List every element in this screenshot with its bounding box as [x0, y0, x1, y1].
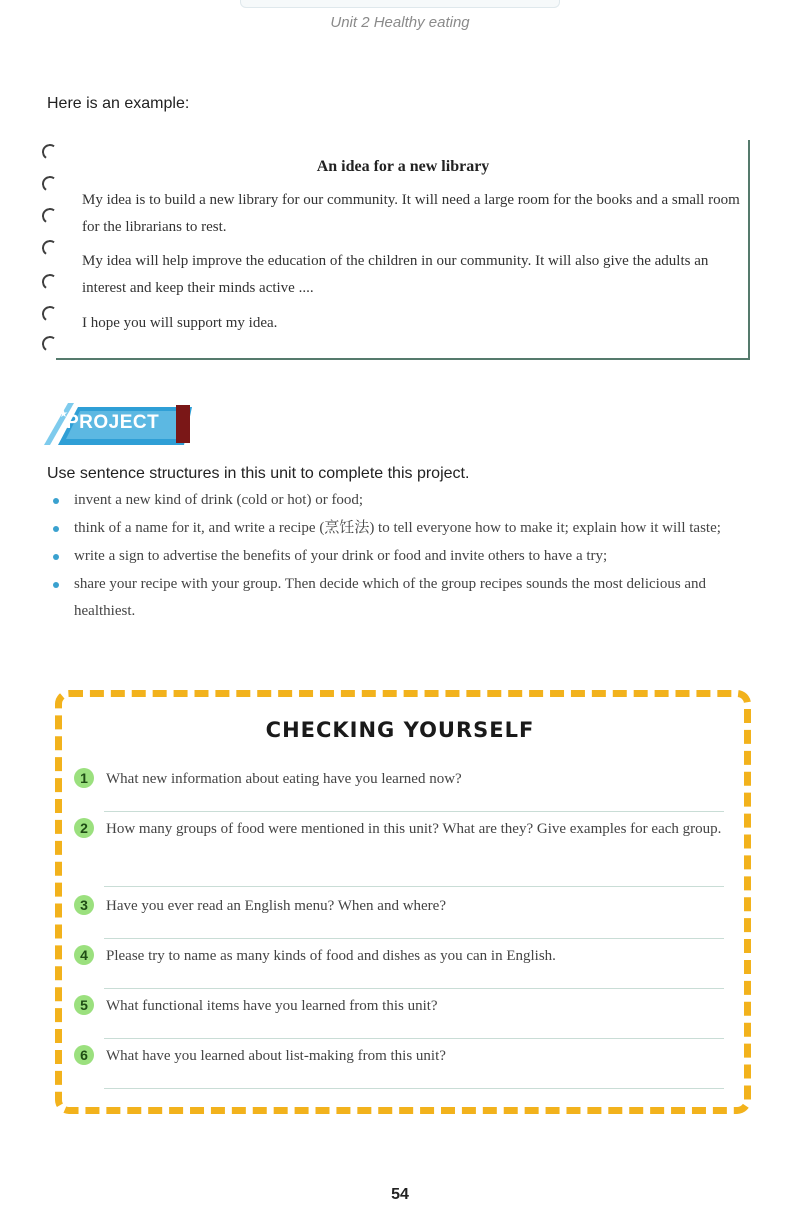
question-text: What have you learned about list-making from this unit? — [106, 1048, 446, 1064]
question-text: How many groups of food were mentioned in this unit? What are they? Give examples for each group. — [106, 821, 722, 837]
example-paragraph: My idea is to build a new library for our community. It will need a large room for the books and a small room for the librarians to rest. — [82, 192, 740, 235]
binder-ring-icon — [41, 239, 60, 258]
example-intro: Here is an example: — [47, 95, 190, 112]
star-icon: ★ — [59, 409, 68, 420]
binder-ring-icon — [41, 335, 60, 354]
project-bullet-list — [47, 487, 757, 625]
question-text: What functional items have you learned from this unit? — [106, 998, 438, 1014]
bullet-text: invent a new kind of drink (cold or hot) or food; — [74, 492, 364, 508]
bullet-icon — [53, 582, 59, 588]
question-number-badge: 6 — [74, 1045, 94, 1065]
example-title: An idea for a new library — [316, 158, 490, 175]
bullet-text: think of a name for it, and write a recipe (烹饪法) to tell everyone how to make it; explain how it will taste; — [74, 520, 721, 536]
question-text: Please try to name as many kinds of food and dishes as you can in English. — [106, 948, 556, 964]
question-number-badge: 5 — [74, 995, 94, 1015]
project-banner — [44, 403, 192, 445]
answer-line[interactable] — [104, 938, 724, 939]
page-number: 54 — [391, 1186, 409, 1203]
answer-line[interactable] — [104, 1088, 724, 1089]
header-tab — [240, 0, 560, 8]
binder-ring-icon — [41, 207, 60, 226]
bullet-icon — [53, 498, 59, 504]
list-item — [47, 543, 757, 570]
bullet-text: write a sign to advertise the benefits of your drink or food and invite others to have a try; — [74, 548, 608, 564]
example-paragraph: I hope you will support my idea. — [82, 315, 278, 331]
list-item — [47, 515, 757, 542]
answer-line[interactable] — [104, 1038, 724, 1039]
question-text: What new information about eating have you learned now? — [106, 771, 462, 787]
example-paragraph: My idea will help improve the education of the children in our community. It will also give the adults an interest and keep their minds active .... — [82, 253, 709, 296]
list-item — [47, 571, 757, 625]
binder-ring-icon — [41, 273, 60, 292]
question-number-badge: 3 — [74, 895, 94, 915]
question-number-badge: 2 — [74, 818, 94, 838]
question-number-badge: 1 — [74, 768, 94, 788]
bullet-icon — [53, 554, 59, 560]
project-intro: Use sentence structures in this unit to complete this project. — [47, 465, 470, 482]
project-label: PROJECT — [66, 412, 160, 433]
binder-ring-icon — [41, 175, 60, 194]
answer-line[interactable] — [104, 811, 724, 812]
running-head: Unit 2 Healthy eating — [330, 14, 470, 31]
list-item — [47, 487, 757, 514]
question-number-badge: 4 — [74, 945, 94, 965]
question-text: Have you ever read an English menu? When and where? — [106, 898, 446, 914]
answer-line[interactable] — [104, 988, 724, 989]
bullet-text: share your recipe with your group. Then decide which of the group recipes sounds the most delicious and healthiest. — [74, 576, 707, 619]
answer-line[interactable] — [104, 886, 724, 887]
example-notepad — [56, 140, 750, 360]
checking-yourself-title: CHECKING YOURSELF — [265, 718, 535, 742]
bullet-icon — [53, 526, 59, 532]
binder-ring-icon — [41, 305, 60, 324]
